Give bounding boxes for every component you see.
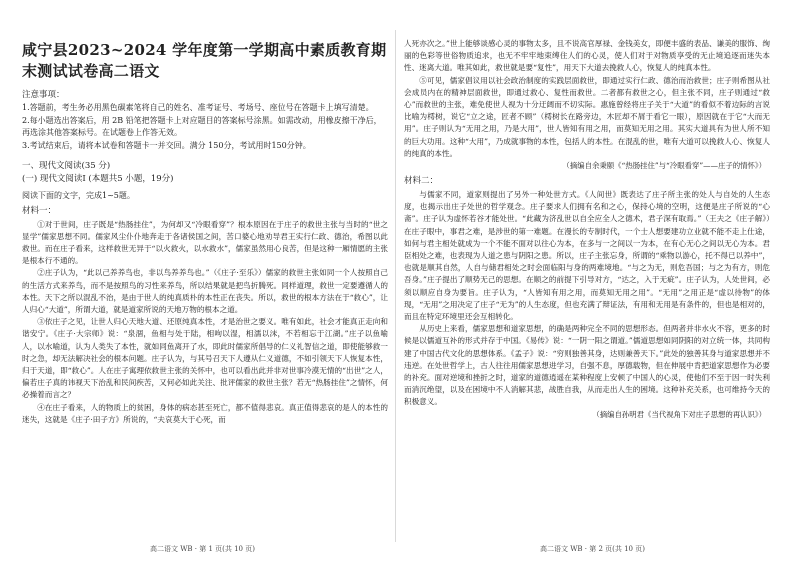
page-footer-left: 高二语文 WB · 第 1 页(共 10 页) <box>150 545 255 553</box>
material-1-paragraph: ⑤可见，儒家倡议用以社会政治制度的实践层面救世，即通过实行仁政、德治而治救世；庄子则希图从社会成员内在的精神层面救世，即通过救心、复性而救世。二者都有救世之心，但主张不同，庄子则通过“救心”而救世的主张，难免使世人视为十分迂阔而不切实际。惠施曾经将庄子关于“大道”的看似不着边际的言说比喻为樗树，说它“立之途，匠者不顾”（樗树长在路旁边，木匠却不屑于看它一眼），原因就在于它“大而无用”。庄子则认为“无用之用，乃是大用”，世人皆知有用之用，而莫知无用之用。其实大道具有为世人所不知的巨大功用。这种“大用”，乃成就事物的本性，包括人的本性。在混乱的世，唯有大道可以挽救人心、恢复人的纯真的本性。 <box>404 75 770 158</box>
page-footer-right: 高二语文 WB · 第 2 页(共 10 页) <box>540 545 645 553</box>
material-2-paragraph: 从历史上来看，儒家思想和道家思想，的确是两种完全不同的思想形态。但两者并非水火不容，更多的时候是以儒道互补的形式并存于中国。《易传》说：“一阴一阳之谓道。”儒道思想如同阴阳的对立统一体，共同构建了中国古代文化的思想体系。《孟子》说：“穷则独善其身，达则兼善天下。”此处的独善其身与道家思想并不违逆。在处世哲学上，古人往往用儒家思想进学习，自强不息，厚德载物，但在伸展中肯把道家思想作为必要的补充。面对逆境和挫折之时，道家的道德逍遥在某种程度上安顿了中国人的心灵，使他们不至于因一时失利而消沉绝望，以及在困境中不人消解其悲，战胜自我，从而走出人生的困境。这种补充关系，也可维持今天的积极意义。 <box>404 324 770 407</box>
subsection-heading: (一) 现代文阅读Ⅰ (本题共5 小题，19分) <box>22 174 174 184</box>
material-1-paragraph: ③依庄子之见，让世人归心天地大道、还原纯真本性，才是治世之要义。唯有如此，社会才能真正走向和谐安宁。《庄子·大宗师》说：“泉涸，鱼相与处于陆，相呴以湿，相濡以沫，不若相忘于江湖。”庄子以鱼喻人，以水喻道，认为人类失了本性，就如同鱼离开了水，即此时儒家所倡导的仁义礼智信之道，即使能够救一时之急，却无法解决社会的根本问题。庄子认为，与其号召天下人遵从仁义道德，不如引领天下人恢复本性，归于天道，即“救心”。人在庄子寓理依救世主张的关怀中，也可以看出此并非对世事冷漠无情的“出世”之人，偏若庄子真的讳视天下治乱和民间疾苦，又何必如此关注、批评儒家的救世主张？若无“热肠挂住”之情怀，何必操着而言之？ <box>22 317 388 400</box>
reading-instruction: 阅读下面的文字，完成1~5题。 <box>22 191 135 200</box>
notice-item: 2.每小题选出答案后，用 2B 铅笔把答题卡上对应题目的答案标号涂黑。如需改动，用橡皮擦干净后，再选涂其他答案标号。在试题卷上作答无效。 <box>22 115 382 137</box>
notice-heading: 注意事项： <box>22 90 65 100</box>
left-column <box>22 38 388 538</box>
material-1-paragraph: ②庄子认为，“此以己养养鸟也，非以鸟养养鸟也。”（《庄子·至乐》）儒家的救世主张如同一个人按照自己的生活方式来养鸟，而不是按照鸟的习性来养鸟，所以结果就是把鸟折腾死。同样道理，救世一定要遵循人的本性。天下之所以混乱不治，是由于世人的纯真质朴的本性正在丧失。所以，救世的根本方法在于“救心”，让人归心“大道”，所谓大道，就是道家所说的天地万物的根本之道。 <box>22 268 388 314</box>
exam-title: 咸宁县2023~2024 学年度第一学期高中素质教育期末测试试卷高二语文 <box>22 41 387 80</box>
notice-item: 1.答题前，考生务必用黑色碳素笔将自己的姓名、准考证号、考场号、座位号在答题卡上填写清楚。 <box>22 103 374 112</box>
notice-item: 3.考试结束后，请将本试卷和答题卡一并交回。满分 150分，考试用时150分钟。 <box>22 140 311 150</box>
material-2-label: 材料二： <box>404 176 439 187</box>
right-column <box>404 38 770 538</box>
material-2-source: （摘编自孙明君《当代视角下对庄子思想的再认识》） <box>592 409 766 419</box>
column-divider <box>395 30 396 542</box>
material-1-label: 材料一： <box>22 205 57 216</box>
material-1-source: （摘编自余秉颐《“热肠挂住”与“冷眼看穿”——庄子的情怀》） <box>562 161 766 171</box>
section-heading: 一、现代文阅读(35 分) <box>22 161 111 171</box>
material-2-paragraph: 与儒家不同，道家则提出了另外一种处世方式。《人间世》既表达了庄子所主张的处人与自处的人生态度，也揭示出庄子处世的哲学观念。庄子要求人们拥有名和之心，保持心境的空明，这便是庄子所说的“心斋”。庄子认为虚怀若谷才能处世。“此藏为济乱世以自全应全人之德术，君子深有取焉。”（王夫之《庄子解》）在庄子眼中，事君之难，是涉世的第一难题。在漫长的专制时代，一个士人想要建功立业就不能不走上仕途，如何与君主相处就成为一个不能不面对以往心为本，在多与一之间以一为本，在有心无心之间以无心为本。君臣相处之难，也表现为人道之患与阴阳之患。所以，庄子主张忘身，所谓的“乘物以游心，托不得已以养中”，也就是顺其自然，人自与储君相处之时会面临阳与身的两难境地。“与之为无，则危吾国；与之为有方，则危吾身。”庄子提出了顺势无己的思想。在顺之的前提下引导对方，“达之，入于无疵”。庄子认为，人处世间，必须以顺应自身为要旨。庄子认为，“人皆知有用之用，而莫知无用之用”。“无用”之用正是“虚以待物”的体现，“无用”之用决定了庄子“无为”的人生态度，但也充满了辩证法，有用和无用是有条件的，但也是相对的，而且在特定环境里还会互相转化。 <box>404 190 770 322</box>
material-1-paragraph: ①对于世间，庄子既是“热肠挂住”，为何却又“冷眼看穿”？根本原因在于庄子的救世主张与当时的“世之显学”儒家思想不同。儒家风尘仆仆地奔走于各诸侯国之间，苦口婆心地劝导君王实行仁政、德治，希图以此救世。而在庄子看来，这样救世无异于“以火救火，以水救水”，儒家虽然用心良苦，但是这种一厢情愿的主张是根本行不通的。 <box>22 219 388 266</box>
material-1-paragraph: ④在庄子看来，人的物质上的贫困，身体的病态甚至死亡，都不值得悲哀。真正值得悲哀的是人的本性的迷失，这就是《庄子·田子方》所说的，“夫哀莫大于心死，而 <box>22 402 388 424</box>
material-1-continuation: 人死亦次之。”世上能够谈感心灵的事物太多，且不说高官厚禄、金钱美女，即便丰盛的表品、谦美的服饰、绚丽的色彩等世俗物质追求，也无不牢牢地束缚住人们的心灵，使人们对于对物质享受的无止境追逐而迷失本性、迷离大道。唯其如此，救世就是要“复性”，用天下大道去挽救人心，恢复人的纯真本性。 <box>404 39 770 73</box>
